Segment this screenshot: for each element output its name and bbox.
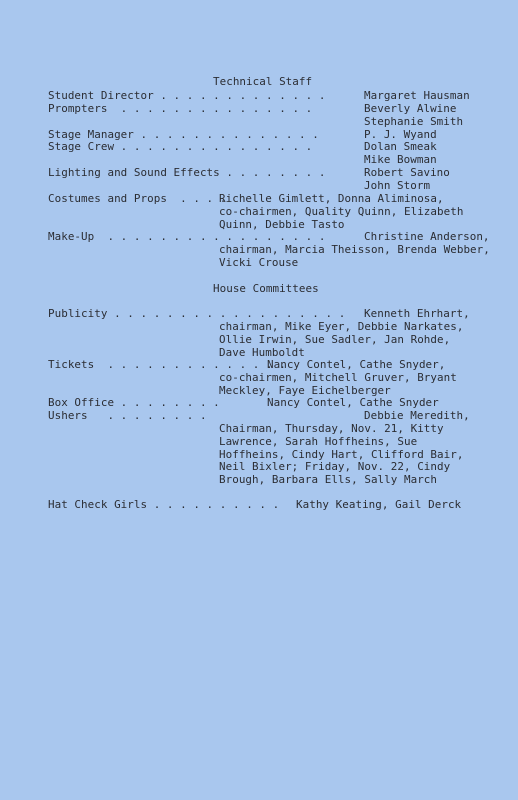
prompters-value-1: Beverly Alwine (364, 102, 457, 115)
ushers-line-4: Hoffheins, Cindy Hart, Clifford Bair, (219, 448, 464, 461)
hat-check-label: Hat Check Girls . . . . . . . . . . (48, 498, 280, 511)
publicity-label: Publicity . . . . . . . . . . . . . . . . . . (48, 307, 346, 320)
ushers-line-2: Chairman, Thursday, Nov. 21, Kitty (219, 422, 444, 435)
tickets-line-2: co-chairmen, Mitchell Gruver, Bryant (219, 371, 457, 384)
ushers-line-3: Lawrence, Sarah Hoffheins, Sue (219, 435, 418, 448)
makeup-value: Christine Anderson, (364, 230, 490, 243)
section-heading-technical-staff: Technical Staff (213, 75, 313, 88)
costumes-props-label: Costumes and Props . . . . (48, 192, 227, 205)
student-director-label: Student Director . . . . . . . . . . . . . (48, 89, 326, 102)
stage-manager-label: Stage Manager . . . . . . . . . . . . . . (48, 128, 319, 141)
stage-crew-value-1: Dolan Smeak (364, 140, 437, 153)
section-heading-house-committees: House Committees (213, 282, 319, 295)
box-office-value: Nancy Contel, Cathe Snyder (267, 396, 439, 409)
tickets-line-1: Nancy Contel, Cathe Snyder, (267, 358, 446, 371)
tickets-label: Tickets . . . . . . . . . . . . . . (48, 358, 286, 371)
publicity-line-4: Dave Humboldt (219, 346, 305, 359)
stage-manager-value: P. J. Wyand (364, 128, 437, 141)
makeup-label: Make-Up . . . . . . . . . . . . . . . . . (48, 230, 326, 243)
lighting-sound-label: Lighting and Sound Effects . . . . . . . . (48, 166, 326, 179)
stage-crew-label: Stage Crew . . . . . . . . . . . . . . . (48, 140, 313, 153)
ushers-value: Debbie Meredith, (364, 409, 470, 422)
makeup-line-2: chairman, Marcia Theisson, Brenda Webber, (219, 243, 490, 256)
costumes-props-line-1: Richelle Gimlett, Donna Aliminosa, (219, 192, 444, 205)
ushers-label: Ushers . . . . . . . . (48, 409, 207, 422)
student-director-value: Margaret Hausman (364, 89, 470, 102)
makeup-line-3: Vicki Crouse (219, 256, 299, 269)
lighting-sound-value-2: John Storm (364, 179, 431, 192)
box-office-label: Box Office . . . . . . . . (48, 396, 220, 409)
publicity-value: Kenneth Ehrhart, (364, 307, 470, 320)
costumes-props-line-2: co-chairmen, Quality Quinn, Elizabeth (219, 205, 464, 218)
publicity-line-3: Ollie Irwin, Sue Sadler, Jan Rohde, (219, 333, 451, 346)
stage-crew-value-2: Mike Bowman (364, 153, 437, 166)
tickets-line-3: Meckley, Faye Eichelberger (219, 384, 391, 397)
publicity-line-2: chairman, Mike Eyer, Debbie Narkates, (219, 320, 464, 333)
hat-check-value: Kathy Keating, Gail Derck (296, 498, 462, 511)
prompters-label: Prompters . . . . . . . . . . . . . . . (48, 102, 313, 115)
lighting-sound-value-1: Robert Savino (364, 166, 450, 179)
ushers-line-6: Brough, Barbara Ells, Sally March (219, 473, 438, 486)
costumes-props-line-3: Quinn, Debbie Tasto (219, 218, 345, 231)
ushers-line-5: Neil Bixler; Friday, Nov. 22, Cindy (219, 460, 451, 473)
prompters-value-2: Stephanie Smith (364, 115, 464, 128)
